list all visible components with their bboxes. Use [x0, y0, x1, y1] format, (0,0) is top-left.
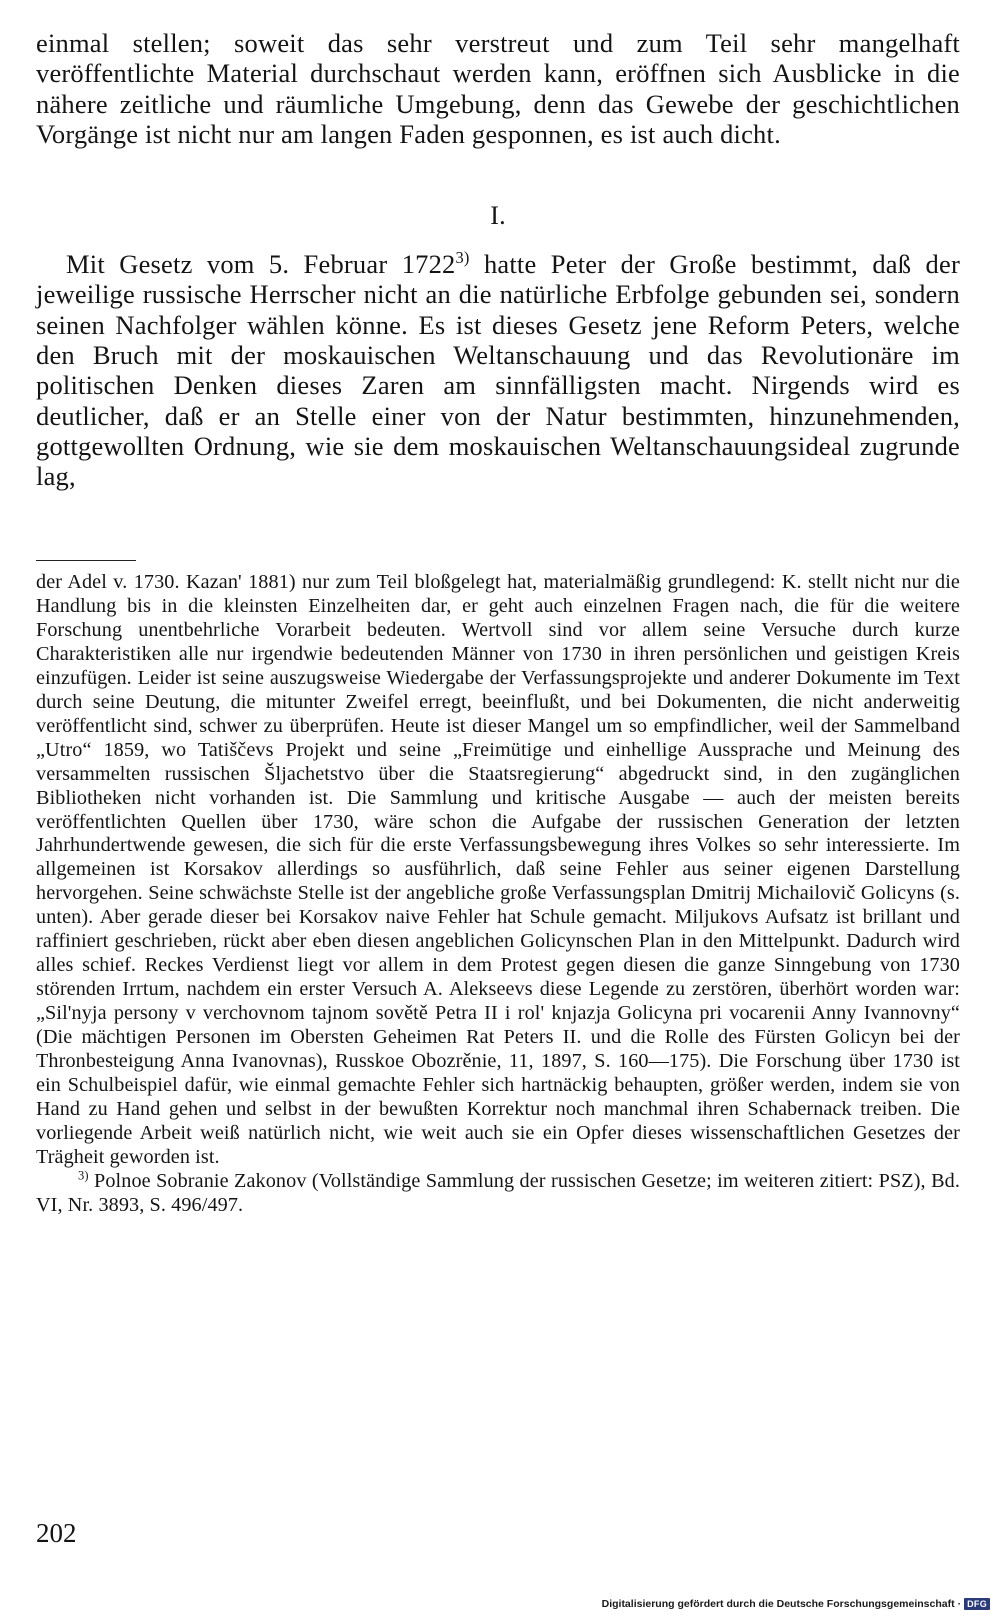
footnotes — [36, 571, 960, 1218]
footnote-continuation: der Adel v. 1730. Kazan' 1881) nur zum Teil bloßgelegt hat, materialmäßig grundlegend: K. stellt nicht nur die Handlung bis in die kleinsten Einzelheiten dar, er geht auch einzelnen Fragen nach, die für die weitere Forschung unentbehrliche Vorarbeit bedeuten. Wertvoll sind vor allem seine Versuche durch kurze Charakteristiken alle nur irgendwie bedeutenden Männer von 1730 in ihren persönlichen und geistigen Kreis einzufügen. Leider ist seine auszugsweise Wiedergabe der Verfassungsprojekte und anderer Dokumente im Text durch seine Deutung, die mitunter Zweifel erregt, beeinflußt, und bei Dokumenten, die nicht anderweitig veröffentlicht sind, schwer zu überprüfen. Heute ist dieser Mangel um so empfindlicher, weil der Sammelband „Utro“ 1859, wo Tatiščevs Projekt und seine „Freimütige und einhellige Aussprache und Meinung des versammelten russischen Šljachetstvo über die Staatsregierung“ abgedruckt sind, in den zugänglichen Bibliotheken nicht vorhanden ist. Die Sammlung und kritische Ausgabe — auch der meisten bereits veröffentlichten Quellen über 1730, wäre schon die Aufgabe der russischen Generation der letzten Jahrhundertwende gewesen, die sich für die erste Verfassungsbewegung ihres Volkes so sehr interessierte. Im allgemeinen ist Korsakov allerdings so ausführlich, daß seine Fehler aus seiner eigenen Darstellung hervorgehen. Seine schwächste Stelle ist der angebliche große Verfassungsplan Dmitrij Michailovič Golicyns (s. unten). Aber gerade dieser bei Korsakov naive Fehler hat Schule gemacht. Miljukovs Aufsatz ist brillant und raffiniert geschrieben, rückt aber eben diesen angeblichen Golicynschen Plan in den Mittelpunkt. Dadurch wird alles schief. Reckes Verdienst liegt vor allem in dem Protest gegen diesen die ganze Sinngebung von 1730 störenden Irrtum, nachdem ein erster Versuch A. Alekseevs diese Legende zu zerstören, überhört worden war: „Sil'nyja persony v verchovnom tajnom sovětě Petra II i rol' knjazja Golicyna pri vocarenii Anny Ivannovny“ (Die mächtigen Personen im Obersten Geheimen Rat Peters II. und die Rolle des Fürsten Golicyn bei der Thronbesteigung Anna Ivanovnas), Russkoe Obozrěnie, 11, 1897, S. 160—175). Die Forschung über 1730 ist ein Schulbeispiel dafür, wie einmal gemachte Fehler sich hartnäckig behaupten, größer werden, indem sie von Hand zu Hand gehen und selbst in der bewußten Korrektur noch manchmal ihren Schabernack treiben. Die vorliegende Arbeit weiß natürlich nicht, wie weit auch sie ein Opfer dieses wissenschaftlichen Gesetzes der Trägheit geworden ist. — [36, 571, 960, 1168]
section-paragraph-start: Mit Gesetz vom 5. Februar 1722 — [66, 249, 456, 280]
digitization-credit-text: Digitalisierung gefördert durch die Deutsche Forschungsgemeinschaft — [601, 1598, 955, 1610]
page-number: 202 — [36, 1518, 77, 1548]
footnote-reference[interactable]: 3) — [455, 248, 470, 268]
digitization-credit — [602, 1598, 990, 1610]
footnote-3-marker: 3) — [78, 1168, 89, 1183]
main-text — [36, 28, 960, 492]
section-heading: I. — [490, 201, 506, 231]
section-paragraph — [36, 249, 960, 491]
dfg-logo-icon: DFG — [964, 1598, 990, 1610]
section-paragraph-rest: hatte Peter der Große bestimmt, daß der jeweilige russische Herrscher nicht an die natürliche Erbfolge gebunden sei, sondern seinen Nachfolger wählen könne. Es ist dieses Gesetz jene Reform Peters, welche den Bruch mit der moskauischen Weltanschauung und das Revolutionäre im politischen Denken dieses Zaren am sinnfälligsten macht. Nirgends wird es deutlicher, daß er an Stelle einer von der Natur bestimmten, hinzunehmenden, gottgewollten Ordnung, wie sie dem moskauischen Weltanschauungsideal zugrunde lag, — [36, 249, 960, 492]
footnote-separator — [36, 560, 136, 561]
footnote-3-text: Polnoe Sobranie Zakonov (Vollständige Sammlung der russischen Gesetze; im weiteren zitiert: PSZ), Bd. VI, Nr. 3893, S. 496/497. — [36, 1169, 960, 1216]
footnote-3 — [36, 1170, 960, 1218]
opening-paragraph: einmal stellen; soweit das sehr verstreut und zum Teil sehr mangelhaft veröffentlichte Material durchschaut werden kann, eröffnen sich Ausblicke in die nähere zeitliche und räumliche Umgebung, denn das Gewebe der geschichtlichen Vorgänge ist nicht nur am langen Faden gesponnen, es ist auch dicht. — [36, 28, 960, 149]
separator-dot: · — [957, 1598, 962, 1610]
